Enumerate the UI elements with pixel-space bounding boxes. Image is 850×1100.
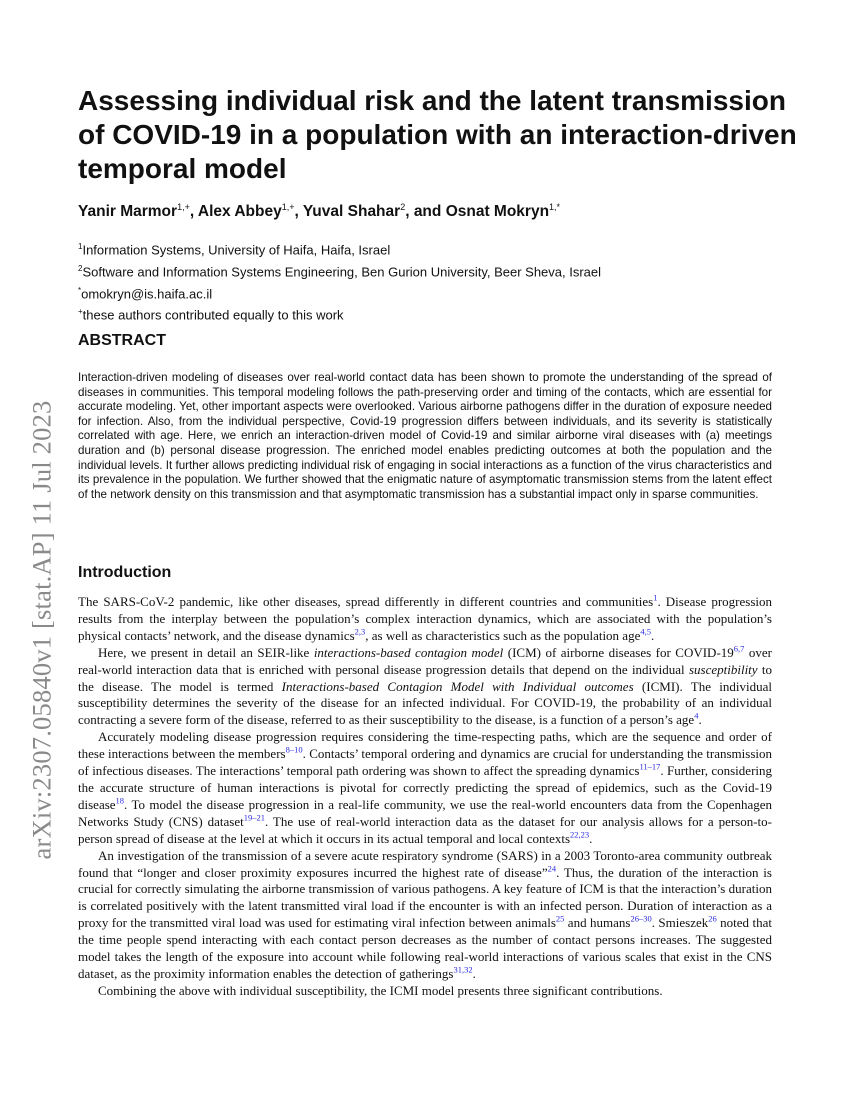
paper-title: Assessing individual risk and the latent transmission of COVID-19 in a population with an interaction-driven temporal model <box>78 85 797 184</box>
abstract-heading: ABSTRACT <box>78 332 166 349</box>
citation-link[interactable]: 26 <box>708 913 717 924</box>
citation-link[interactable]: 19–21 <box>243 812 265 823</box>
italic-term: Interactions-based Contagion Model with Individual outcomes <box>281 678 634 694</box>
paragraph-text: . <box>472 965 476 981</box>
citation-link[interactable]: 25 <box>555 913 565 924</box>
citation-link[interactable]: 4 <box>694 711 699 722</box>
author-name: Osnat Mokryn <box>445 203 550 221</box>
email-text[interactable]: omokryn@is.haifa.ac.il <box>81 285 213 301</box>
introduction-heading: Introduction <box>78 564 172 581</box>
affiliation-mark: 1 <box>78 242 83 251</box>
paragraph-text: . Disease progression results from the interplay between the population’s complex interaction dynamics, which are associated with the population’s physical contacts’ network, and the disease dynamics <box>78 594 772 643</box>
paragraph-text: The SARS-CoV-2 pandemic, like other diseases, spread differently in different countries and communities <box>78 594 654 609</box>
citation-link[interactable]: 26–30 <box>630 913 652 924</box>
citation-link[interactable]: 1 <box>653 592 658 603</box>
affiliation-mark: + <box>78 307 83 317</box>
citation-link[interactable]: 8–10 <box>285 744 303 755</box>
italic-term: susceptibility <box>688 661 758 677</box>
affiliation-text: Software and Information Systems Engineering, Ben Gurion University, Beer Sheva, Israel <box>82 264 602 280</box>
affiliation-mark: 2 <box>78 263 83 273</box>
citation-link[interactable]: 24 <box>547 863 557 874</box>
note-text: these authors contributed equally to this work <box>82 307 344 323</box>
paragraph-text: to the disease. The model is termed <box>78 661 772 694</box>
paragraph-text: . <box>698 712 702 728</box>
paragraph-text: noted that the time people spend interacting with each contact person decreases as the number of contact persons increases. The suggested model takes the length of the exposure into account while following real-world interactions of various scales that exist in the CNS dataset, as the proximity information enables the detection of gatherings <box>78 915 772 981</box>
citation-link[interactable]: 18 <box>115 795 125 806</box>
affiliation <box>78 238 601 260</box>
citation-link[interactable]: 6,7 <box>733 643 745 654</box>
paragraph-text: Here, we present in detail an SEIR-like <box>98 644 314 660</box>
author-name: Yuval Shahar <box>302 203 401 221</box>
corresponding-email <box>78 282 601 304</box>
paragraph-text: . The use of real-world interaction data as the dataset for our analysis allows for a person-to-person spread of disease at the level at which it occurs in its actual temporal and local contexts <box>78 813 773 846</box>
paragraph-text: (ICMI). The individual susceptibility determines the severity of the disease for an infected individual. For COVID-19, the probability of an individual contracting a severe form of the disease, referred to as their susceptibility to the disease, is a function of a person’s age <box>78 678 773 728</box>
abstract-text: Interaction-driven modeling of diseases over real-world contact data has been shown to promote the understanding of the spread of diseases in communities. This temporal modeling follows the path-preserving order and timing of the contacts, which are essential for accurate modeling. Yet, other important aspects were overlooked. Various airborne pathogens differ in the duration of exposure needed for infection. Also, from the individual perspective, Covid-19 progression differs between individuals, and its severity is statistically correlated with age. Here, we enrich an interaction-driven model of Covid-19 and similar airborne viral diseases with (a) meetings duration and (b) personal disease progression. The enriched model enables predicting outcomes at both the population and the individual levels. It further allows predicting individual risk of engaging in social interactions as a function of the virus characteristics and its prevalence in the population. We further showed that the enigmatic nature of asymptomatic transmission stems from the latent effect of the network density on this transmission and that asymptomatic transmission has a substantial impact only in sparse communities. <box>78 371 772 501</box>
paragraph-text: , as well as characteristics such as the population age <box>365 627 641 643</box>
affiliation-text: Information Systems, University of Haifa, Haifa, Israel <box>82 242 391 258</box>
affiliation <box>78 260 601 282</box>
paragraph-text: . Contacts’ temporal ordering and dynamics are crucial for understanding the transmission of infectious diseases. The interactions’ temporal path ordering was shown to affect the spreading dynamics <box>78 746 773 779</box>
citation-link[interactable]: 22,23 <box>570 829 590 840</box>
introduction-body <box>78 594 772 1000</box>
author-list: Yanir Marmor$^{1,+}$, Alex Abbey$^{1,+}$, Yuval Shahar$^2$, and Osnat Mokryn$^{1,*}$ <box>78 202 561 221</box>
author-affiliation-mark: 2 <box>400 202 406 212</box>
citation-link[interactable]: 31,32 <box>453 964 473 975</box>
citation-link[interactable]: 11–17 <box>639 761 661 772</box>
affiliations <box>78 238 601 325</box>
intro-paragraph <box>78 594 772 645</box>
paragraph-text: over real-world interaction data that is enriched with personal disease progression details that depend on the individual <box>78 644 772 677</box>
paragraph-text: . Thus, the duration of the interaction is crucial for correctly simulating the airborne transmission of various pathogens. A key feature of ICM is that the interaction’s duration is correlated positively with the latent transmitted viral load if the encounter is with an infected person. Duration of interaction as a proxy for the transmitted viral load was used for estimating viral infection between animals <box>78 864 772 931</box>
author-affiliation-mark: 1,+ <box>281 202 295 212</box>
paragraph-text: . Smieszek <box>651 915 709 931</box>
citation-link[interactable]: 4,5 <box>640 626 651 637</box>
intro-paragraph <box>78 983 772 1000</box>
paragraph-text: and humans <box>564 915 631 931</box>
paragraph-text: Combining the above with individual susceptibility, the ICMI model presents three significant contributions. <box>98 982 663 998</box>
intro-paragraph <box>78 848 772 983</box>
paragraph-text: . Further, considering the accurate structure of human interactions is pivotal for correctly predicting the spread of epidemics, such as the Covid-19 disease <box>78 763 773 812</box>
paragraph-text: . <box>650 627 655 643</box>
paragraph-text: An investigation of the transmission of a severe acute respiratory syndrome (SARS) in a 2003 Toronto-area community outbreak found that “longer and closer proximity exposures incurred the highest rate of disease” <box>78 847 772 880</box>
paragraph-text: . To model the disease progression in a real-life community, we use the real-world encounters data from the Copenhagen Networks Study (CNS) dataset <box>78 796 772 829</box>
affiliation-mark: * <box>78 285 82 295</box>
equal-contribution-note <box>78 303 601 325</box>
author-affiliation-mark: 1,* <box>549 202 561 212</box>
author-affiliation-mark: 1,+ <box>177 202 190 212</box>
paragraph-text: . <box>589 830 593 846</box>
intro-paragraph <box>78 645 772 730</box>
author-name: Alex Abbey <box>197 203 282 221</box>
citation-link[interactable]: 2,3 <box>354 626 366 637</box>
paragraph-text: (ICM) of airborne diseases for COVID-19 <box>503 644 734 660</box>
italic-term: interactions-based contagion model <box>313 644 504 660</box>
arxiv-identifier-watermark[interactable]: arXiv:2307.05840v1 [stat.AP] 11 Jul 2023 <box>26 400 57 860</box>
author-name: Yanir Marmor <box>78 203 178 221</box>
intro-paragraph <box>78 729 772 847</box>
paragraph-text: Accurately modeling disease progression requires considering the time-respecting paths, which are the sequence and order of these interactions between the members <box>78 729 772 762</box>
